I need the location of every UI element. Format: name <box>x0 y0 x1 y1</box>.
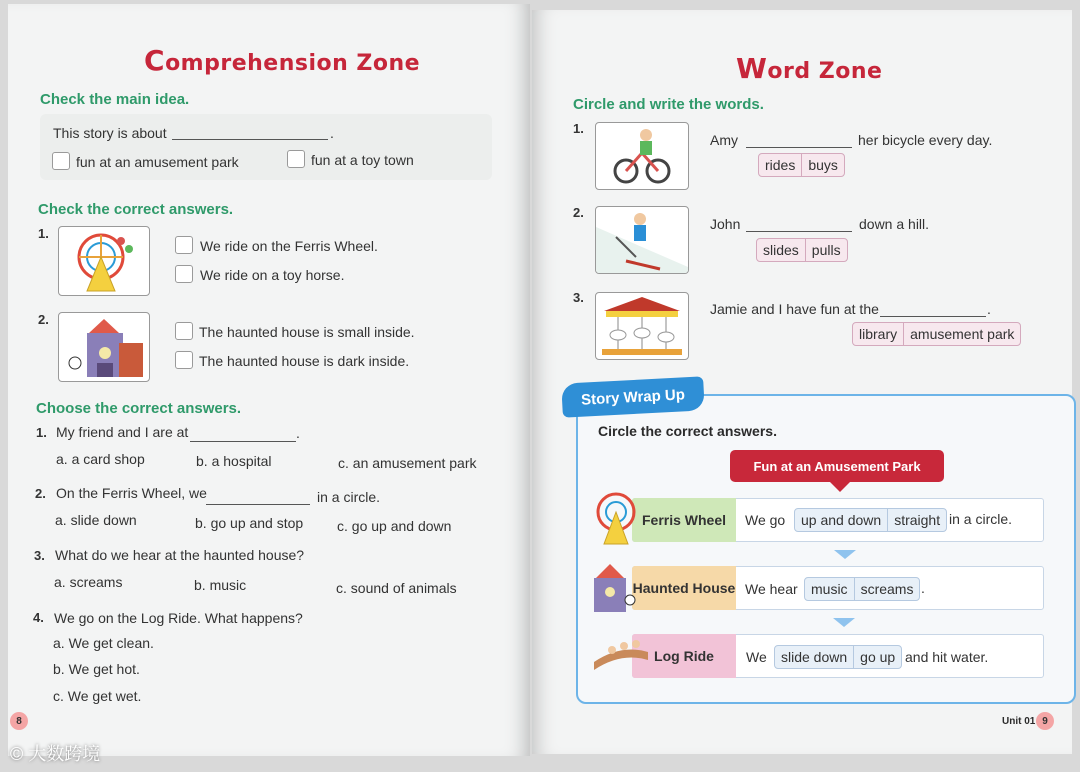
choice-music[interactable]: music <box>805 578 855 600</box>
small-haunted-house-icon <box>590 560 638 614</box>
word-1-blank[interactable] <box>746 146 852 148</box>
small-ferris-wheel-icon <box>590 490 642 546</box>
word-2-blank[interactable] <box>746 230 852 232</box>
q1-option-a[interactable]: a. a card shop <box>56 451 145 467</box>
choice-pulls[interactable]: pulls <box>811 242 841 258</box>
skier-icon <box>596 207 688 273</box>
word-1-choices <box>758 153 845 177</box>
q1-blank[interactable] <box>190 440 296 442</box>
choice-go-up[interactable]: go up <box>860 649 896 665</box>
left-page: Comprehension Zone Check the main idea. This story is about . fun at an amusement park fun at a toy town Check the correct answers. 1. We ride on the Ferris Wheel. We ride on a toy horse. 2. The haunted house is small inside. The haunted house is dark inside. Choose the correct answers. 1. My friend and I are at . a. a card shop b. a hospital c. an amusement park 2. On the Ferris Wheel, we in a circle. a. slide down b. go up and stop c. go up and down 3. What do we hear at the haunted house? a. screams b. music c. sound of animals 4. We go on the Log Ride. What happens? a. We get clean. b. We get hot. c. We get wet. 8 <box>8 4 530 756</box>
choice-screams[interactable]: screams <box>860 581 914 597</box>
ferris-wheel-picture <box>58 226 150 296</box>
correct-answers-heading: Check the correct answers. <box>38 201 234 218</box>
word-3-choices <box>852 322 1021 346</box>
choice-straight[interactable]: straight <box>894 512 941 528</box>
word-2-choices <box>756 238 848 262</box>
choice-library[interactable]: library <box>853 323 904 345</box>
watermark-logo-icon: © <box>10 744 24 764</box>
q2-option-b[interactable]: b. go up and stop <box>195 515 304 531</box>
down-arrow-2 <box>833 618 855 627</box>
choice-amusement-park[interactable]: amusement park <box>910 326 1015 342</box>
circle-write-heading: Circle and write the words. <box>573 96 764 113</box>
correct-2-checkbox-2[interactable] <box>175 351 193 369</box>
main-idea-prompt: This story is about <box>53 125 167 141</box>
watermark: © 大数跨境 <box>10 744 101 764</box>
choice-up-and-down[interactable]: up and down <box>795 509 888 531</box>
haunted-choices <box>804 577 920 601</box>
log-ride-icon <box>592 634 650 674</box>
q2-option-a[interactable]: a. slide down <box>55 512 137 528</box>
q2-option-c[interactable]: c. go up and down <box>337 518 452 534</box>
choice-slides[interactable]: slides <box>757 239 806 261</box>
correct-1-checkbox-2[interactable] <box>175 265 193 283</box>
ferris-wheel-label: Ferris Wheel <box>632 498 736 542</box>
q2-blank[interactable] <box>206 503 310 505</box>
correct-2-checkbox-1[interactable] <box>175 322 193 340</box>
topic-banner: Fun at an Amusement Park <box>730 450 944 482</box>
main-idea-heading: Check the main idea. <box>40 91 190 108</box>
haunted-house-label: Haunted House <box>632 566 736 610</box>
skiing-picture <box>595 206 689 274</box>
choice-slide-down[interactable]: slide down <box>775 646 854 668</box>
comprehension-zone-title: Comprehension Zone <box>144 44 421 77</box>
ferris-choices <box>794 508 947 532</box>
main-idea-option-1: fun at an amusement park <box>76 154 239 170</box>
correct-1-checkbox-1[interactable] <box>175 236 193 254</box>
unit-label: Unit 01 <box>1002 716 1036 727</box>
topic-pointer <box>830 482 850 492</box>
choice-buys[interactable]: buys <box>808 157 838 173</box>
log-ride-label: Log Ride <box>632 634 736 678</box>
carousel-picture <box>595 292 689 360</box>
choose-heading: Choose the correct answers. <box>36 400 242 417</box>
log-choices <box>774 645 902 669</box>
left-page-number: 8 <box>10 712 28 730</box>
haunted-house-picture <box>58 312 150 382</box>
q3-option-c[interactable]: c. sound of animals <box>336 580 457 596</box>
right-page-number: 9 <box>1036 712 1054 730</box>
q3-option-a[interactable]: a. screams <box>54 574 123 590</box>
down-arrow-1 <box>834 550 856 559</box>
right-page: Word Zone Circle and write the words. 1. Amy her bicycle every day. rides buys 2. John down a hill. slides pulls 3. Jamie and I have fun at the . library amusement park Story Wrap Up Circle the correct answers. Fun at an Amusement Park Ferris Wheel We go up and down straight in a circle. Haunted House We hear music screams . Log Ride We slide down go up and hit water. Unit 01 9 <box>532 10 1072 754</box>
bicycle-picture <box>595 122 689 190</box>
word-3-blank[interactable] <box>880 315 986 317</box>
main-idea-panel <box>40 114 492 180</box>
main-idea-checkbox-2[interactable] <box>287 150 305 168</box>
main-idea-option-2: fun at a toy town <box>311 152 414 168</box>
q3-option-b[interactable]: b. music <box>194 577 247 593</box>
q4-option-a[interactable]: a. We get clean. <box>53 635 154 651</box>
carousel-icon <box>596 293 688 359</box>
story-wrap-banner: Story Wrap Up <box>561 376 705 417</box>
q1-option-b[interactable]: b. a hospital <box>196 453 272 469</box>
choice-rides[interactable]: rides <box>759 154 802 176</box>
main-idea-checkbox-1[interactable] <box>52 152 70 170</box>
wrap-heading: Circle the correct answers. <box>598 423 777 439</box>
main-idea-blank[interactable] <box>172 138 328 140</box>
bicycle-icon <box>596 123 688 189</box>
ferris-wheel-icon <box>59 227 149 295</box>
q4-option-b[interactable]: b. We get hot. <box>53 661 140 677</box>
haunted-house-icon <box>59 313 149 381</box>
q4-option-c[interactable]: c. We get wet. <box>53 688 142 704</box>
word-zone-title: Word Zone <box>736 52 883 85</box>
q1-option-c[interactable]: c. an amusement park <box>338 455 477 471</box>
